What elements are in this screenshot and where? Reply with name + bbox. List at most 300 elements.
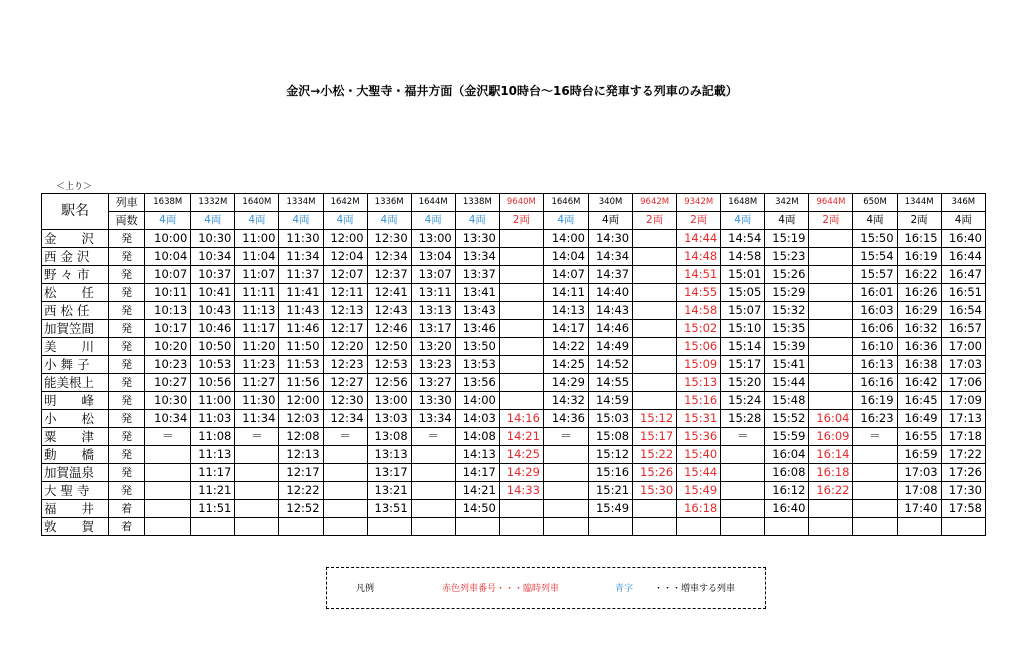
station-name: 小 松: [42, 410, 109, 428]
car-count: 4両: [411, 212, 455, 230]
time-cell: 12:46: [367, 320, 411, 338]
time-cell: [235, 464, 279, 482]
time-cell: 15:44: [677, 464, 721, 482]
time-cell: 16:26: [897, 284, 941, 302]
car-count: 4両: [235, 212, 279, 230]
time-cell: 13:00: [367, 392, 411, 410]
station-row: [42, 338, 986, 356]
car-count: 4両: [323, 212, 367, 230]
legend-blue-label: 青字: [615, 584, 634, 594]
time-cell: 15:29: [765, 284, 809, 302]
time-cell: 16:04: [809, 410, 853, 428]
time-cell: 16:36: [897, 338, 941, 356]
time-cell: 10:30: [145, 392, 191, 410]
time-cell: [809, 500, 853, 518]
station-name: 加賀温泉: [42, 464, 109, 482]
time-cell: [455, 518, 499, 536]
time-cell: 14:25: [543, 356, 588, 374]
station-row: [42, 482, 986, 500]
time-cell: [235, 500, 279, 518]
station-name: 小 舞 子: [42, 356, 109, 374]
time-cell: 14:54: [721, 230, 765, 248]
time-cell: [499, 518, 543, 536]
train-number: 9642M: [633, 194, 677, 212]
station-name: 明 峰: [42, 392, 109, 410]
car-count: 2両: [809, 212, 853, 230]
time-cell: [809, 248, 853, 266]
car-count: 4両: [367, 212, 411, 230]
time-cell: 17:06: [941, 374, 985, 392]
time-cell: [279, 518, 323, 536]
time-cell: 10:41: [191, 284, 235, 302]
time-cell: 13:34: [455, 248, 499, 266]
time-cell: [411, 518, 455, 536]
station-name: 金 沢: [42, 230, 109, 248]
time-cell: 16:45: [897, 392, 941, 410]
time-cell: 12:07: [323, 266, 367, 284]
station-row: [42, 284, 986, 302]
time-cell: 16:51: [941, 284, 985, 302]
arr-dep-type: 発: [109, 302, 145, 320]
time-cell: 10:11: [145, 284, 191, 302]
time-cell: 15:26: [633, 464, 677, 482]
time-cell: 16:18: [809, 464, 853, 482]
time-cell: 13:21: [367, 482, 411, 500]
time-cell: 16:09: [809, 428, 853, 446]
car-count: 4両: [279, 212, 323, 230]
time-cell: 14:13: [543, 302, 588, 320]
page-title: 金沢→小松・大聖寺・福井方面（金沢駅10時台〜16時台に発車する列車のみ記載）: [286, 84, 738, 98]
time-cell: 10:20: [145, 338, 191, 356]
time-cell: 14:07: [543, 266, 588, 284]
car-count: 4両: [941, 212, 985, 230]
legend-temporary: 赤色列車番号・・・臨時列車: [442, 584, 560, 594]
time-cell: [411, 464, 455, 482]
time-cell: [809, 356, 853, 374]
time-cell: [721, 500, 765, 518]
time-cell: [633, 500, 677, 518]
time-cell: 17:58: [941, 500, 985, 518]
arr-dep-type: 発: [109, 410, 145, 428]
time-cell: 15:19: [765, 230, 809, 248]
station-row: [42, 410, 986, 428]
time-cell: 16:22: [809, 482, 853, 500]
time-cell: 14:30: [589, 230, 633, 248]
time-cell: [411, 500, 455, 518]
time-cell: ＝: [543, 428, 588, 446]
station-row: [42, 248, 986, 266]
time-cell: 11:00: [235, 230, 279, 248]
car-count: 4両: [853, 212, 897, 230]
station-name: 動 橋: [42, 446, 109, 464]
time-cell: 14:17: [455, 464, 499, 482]
time-cell: 14:11: [543, 284, 588, 302]
arr-dep-type: 発: [109, 284, 145, 302]
time-cell: 16:22: [897, 266, 941, 284]
arr-dep-type: 発: [109, 266, 145, 284]
time-cell: 14:55: [589, 374, 633, 392]
time-cell: 16:49: [897, 410, 941, 428]
time-cell: 15:50: [853, 230, 897, 248]
time-cell: ＝: [721, 428, 765, 446]
time-cell: [145, 500, 191, 518]
arr-dep-type: 発: [109, 446, 145, 464]
time-cell: 10:43: [191, 302, 235, 320]
train-number: 1344M: [897, 194, 941, 212]
time-cell: 17:08: [897, 482, 941, 500]
train-number: 1648M: [721, 194, 765, 212]
time-cell: 14:58: [677, 302, 721, 320]
time-cell: 16:06: [853, 320, 897, 338]
time-cell: [809, 230, 853, 248]
car-count: 2両: [897, 212, 941, 230]
time-cell: 13:27: [411, 374, 455, 392]
time-cell: 13:23: [411, 356, 455, 374]
time-cell: 15:40: [677, 446, 721, 464]
time-cell: 13:30: [411, 392, 455, 410]
time-cell: 15:16: [589, 464, 633, 482]
station-row: [42, 266, 986, 284]
time-cell: [191, 518, 235, 536]
time-cell: 11:13: [191, 446, 235, 464]
time-cell: 11:11: [235, 284, 279, 302]
time-cell: [721, 446, 765, 464]
time-cell: 12:03: [279, 410, 323, 428]
time-cell: [499, 266, 543, 284]
time-cell: 15:02: [677, 320, 721, 338]
time-cell: 14:29: [543, 374, 588, 392]
time-cell: 10:56: [191, 374, 235, 392]
time-cell: [853, 464, 897, 482]
station-name: 加賀笠間: [42, 320, 109, 338]
time-cell: [633, 230, 677, 248]
time-cell: [323, 446, 367, 464]
time-cell: ＝: [235, 428, 279, 446]
time-cell: 12:22: [279, 482, 323, 500]
time-cell: [543, 446, 588, 464]
time-cell: 10:00: [145, 230, 191, 248]
time-cell: 16:40: [765, 500, 809, 518]
time-cell: [323, 518, 367, 536]
time-cell: [633, 248, 677, 266]
time-cell: 15:07: [721, 302, 765, 320]
time-cell: 13:37: [455, 266, 499, 284]
car-count: 4両: [455, 212, 499, 230]
arr-dep-type: 発: [109, 428, 145, 446]
time-cell: [809, 320, 853, 338]
time-cell: 15:10: [721, 320, 765, 338]
time-cell: 15:57: [853, 266, 897, 284]
time-cell: 16:15: [897, 230, 941, 248]
time-cell: 11:37: [279, 266, 323, 284]
legend-title: 凡例: [356, 584, 375, 594]
time-cell: [323, 500, 367, 518]
time-cell: 16:38: [897, 356, 941, 374]
time-cell: 11:51: [191, 500, 235, 518]
time-cell: 11:34: [279, 248, 323, 266]
time-cell: 15:01: [721, 266, 765, 284]
time-cell: 11:04: [235, 248, 279, 266]
cars-label: 両数: [109, 212, 145, 230]
time-cell: [411, 482, 455, 500]
time-cell: 15:36: [677, 428, 721, 446]
timetable: [41, 193, 986, 536]
time-cell: 13:08: [367, 428, 411, 446]
time-cell: [765, 518, 809, 536]
time-cell: 12:00: [323, 230, 367, 248]
time-cell: 10:34: [191, 248, 235, 266]
time-cell: [323, 464, 367, 482]
time-cell: 12:30: [323, 392, 367, 410]
time-cell: 16:12: [765, 482, 809, 500]
time-cell: 12:37: [367, 266, 411, 284]
legend-extra-cars: ・・・増車する列車: [654, 584, 736, 594]
time-cell: 14:40: [589, 284, 633, 302]
car-count: 4両: [191, 212, 235, 230]
time-cell: 16:23: [853, 410, 897, 428]
train-label: 列車: [109, 194, 145, 212]
time-cell: 14:34: [589, 248, 633, 266]
time-cell: 16:13: [853, 356, 897, 374]
time-cell: 12:13: [279, 446, 323, 464]
time-cell: [499, 374, 543, 392]
time-cell: 11:53: [279, 356, 323, 374]
time-cell: 12:53: [367, 356, 411, 374]
time-cell: 12:11: [323, 284, 367, 302]
time-cell: [543, 464, 588, 482]
time-cell: 16:03: [853, 302, 897, 320]
time-cell: 14:51: [677, 266, 721, 284]
time-cell: ＝: [853, 428, 897, 446]
train-number: 340M: [589, 194, 633, 212]
time-cell: [145, 518, 191, 536]
time-cell: 12:17: [279, 464, 323, 482]
time-cell: 14:03: [455, 410, 499, 428]
train-number: 1332M: [191, 194, 235, 212]
time-cell: 14:00: [543, 230, 588, 248]
time-cell: 14:08: [455, 428, 499, 446]
time-cell: 10:46: [191, 320, 235, 338]
time-cell: 13:13: [411, 302, 455, 320]
time-cell: [411, 446, 455, 464]
time-cell: 13:11: [411, 284, 455, 302]
arr-dep-type: 発: [109, 464, 145, 482]
time-cell: 15:21: [589, 482, 633, 500]
time-cell: 12:34: [323, 410, 367, 428]
time-cell: ＝: [145, 428, 191, 446]
time-cell: 11:21: [191, 482, 235, 500]
time-cell: 12:56: [367, 374, 411, 392]
time-cell: 10:13: [145, 302, 191, 320]
station-row: [42, 356, 986, 374]
time-cell: 17:18: [941, 428, 985, 446]
time-cell: 12:41: [367, 284, 411, 302]
time-cell: 10:23: [145, 356, 191, 374]
time-cell: 14:16: [499, 410, 543, 428]
time-cell: 15:44: [765, 374, 809, 392]
time-cell: 17:03: [941, 356, 985, 374]
time-cell: [721, 482, 765, 500]
time-cell: 13:41: [455, 284, 499, 302]
time-cell: 13:34: [411, 410, 455, 428]
time-cell: 15:32: [765, 302, 809, 320]
car-count: 4両: [145, 212, 191, 230]
time-cell: 16:08: [765, 464, 809, 482]
arr-dep-type: 発: [109, 248, 145, 266]
time-cell: 10:17: [145, 320, 191, 338]
time-cell: 13:17: [411, 320, 455, 338]
train-number: 650M: [853, 194, 897, 212]
time-cell: 11:13: [235, 302, 279, 320]
time-cell: 15:17: [633, 428, 677, 446]
time-cell: 17:00: [941, 338, 985, 356]
train-number: 1336M: [367, 194, 411, 212]
time-cell: 13:30: [455, 230, 499, 248]
time-cell: 10:30: [191, 230, 235, 248]
time-cell: 11:41: [279, 284, 323, 302]
station-name: 能美根上: [42, 374, 109, 392]
time-cell: 10:04: [145, 248, 191, 266]
time-cell: 17:13: [941, 410, 985, 428]
legend-box: [326, 567, 766, 609]
time-cell: [499, 302, 543, 320]
time-cell: 16:57: [941, 320, 985, 338]
time-cell: 14:29: [499, 464, 543, 482]
time-cell: [809, 374, 853, 392]
train-number: 1334M: [279, 194, 323, 212]
time-cell: 15:05: [721, 284, 765, 302]
station-name: 松 任: [42, 284, 109, 302]
time-cell: 15:54: [853, 248, 897, 266]
time-cell: [809, 266, 853, 284]
train-number: 9644M: [809, 194, 853, 212]
time-cell: 14:36: [543, 410, 588, 428]
time-cell: [633, 374, 677, 392]
time-cell: 16:55: [897, 428, 941, 446]
time-cell: 13:53: [455, 356, 499, 374]
time-cell: 13:07: [411, 266, 455, 284]
station-row: [42, 392, 986, 410]
time-cell: 15:28: [721, 410, 765, 428]
time-cell: 15:41: [765, 356, 809, 374]
time-cell: 13:20: [411, 338, 455, 356]
time-cell: 14:48: [677, 248, 721, 266]
time-cell: [367, 518, 411, 536]
train-number: 1642M: [323, 194, 367, 212]
station-row: [42, 428, 986, 446]
time-cell: 17:22: [941, 446, 985, 464]
time-cell: 15:12: [633, 410, 677, 428]
time-cell: 12:08: [279, 428, 323, 446]
time-cell: 13:50: [455, 338, 499, 356]
time-cell: 15:30: [633, 482, 677, 500]
time-cell: [809, 284, 853, 302]
time-cell: [235, 482, 279, 500]
time-cell: 16:16: [853, 374, 897, 392]
time-cell: 11:20: [235, 338, 279, 356]
time-cell: 13:17: [367, 464, 411, 482]
time-cell: 15:48: [765, 392, 809, 410]
time-cell: 12:17: [323, 320, 367, 338]
time-cell: 15:49: [589, 500, 633, 518]
car-count: 4両: [543, 212, 588, 230]
time-cell: [543, 482, 588, 500]
time-cell: 17:03: [897, 464, 941, 482]
time-cell: 11:03: [191, 410, 235, 428]
time-cell: [897, 518, 941, 536]
station-name: 美 川: [42, 338, 109, 356]
time-cell: [809, 338, 853, 356]
time-cell: [499, 230, 543, 248]
time-cell: [235, 518, 279, 536]
time-cell: [809, 302, 853, 320]
time-cell: [633, 302, 677, 320]
time-cell: 14:49: [589, 338, 633, 356]
time-cell: [941, 518, 985, 536]
train-number: 1646M: [543, 194, 588, 212]
time-cell: 10:07: [145, 266, 191, 284]
time-cell: 15:49: [677, 482, 721, 500]
time-cell: 16:54: [941, 302, 985, 320]
time-cell: [633, 320, 677, 338]
station-name: 大 聖 寺: [42, 482, 109, 500]
time-cell: [499, 248, 543, 266]
time-cell: 14:21: [499, 428, 543, 446]
time-cell: 13:51: [367, 500, 411, 518]
train-number: 1640M: [235, 194, 279, 212]
time-cell: 14:52: [589, 356, 633, 374]
time-cell: 11:34: [235, 410, 279, 428]
time-cell: 12:00: [279, 392, 323, 410]
station-row: [42, 464, 986, 482]
time-cell: [853, 446, 897, 464]
arr-dep-type: 発: [109, 356, 145, 374]
time-cell: 14:32: [543, 392, 588, 410]
station-row: [42, 320, 986, 338]
time-cell: 11:07: [235, 266, 279, 284]
arr-dep-type: 着: [109, 518, 145, 536]
time-cell: 15:52: [765, 410, 809, 428]
station-name: 敦 賀: [42, 518, 109, 536]
time-cell: 14:44: [677, 230, 721, 248]
time-cell: [809, 518, 853, 536]
time-cell: 15:23: [765, 248, 809, 266]
time-cell: [633, 284, 677, 302]
time-cell: 12:04: [323, 248, 367, 266]
time-cell: 16:29: [897, 302, 941, 320]
time-cell: 10:53: [191, 356, 235, 374]
time-cell: 15:35: [765, 320, 809, 338]
time-cell: 15:31: [677, 410, 721, 428]
station-name: 西 金 沢: [42, 248, 109, 266]
train-number: 9640M: [499, 194, 543, 212]
time-cell: 11:17: [191, 464, 235, 482]
time-cell: 12:27: [323, 374, 367, 392]
arr-dep-type: 発: [109, 338, 145, 356]
time-cell: 15:20: [721, 374, 765, 392]
time-cell: [853, 500, 897, 518]
time-cell: 16:40: [941, 230, 985, 248]
time-cell: 14:43: [589, 302, 633, 320]
time-cell: 16:01: [853, 284, 897, 302]
station-row: [42, 446, 986, 464]
station-row: [42, 230, 986, 248]
time-cell: 15:17: [721, 356, 765, 374]
time-cell: [499, 284, 543, 302]
direction-note: ＜上り＞: [56, 182, 93, 192]
time-cell: 13:04: [411, 248, 455, 266]
time-cell: 14:21: [455, 482, 499, 500]
